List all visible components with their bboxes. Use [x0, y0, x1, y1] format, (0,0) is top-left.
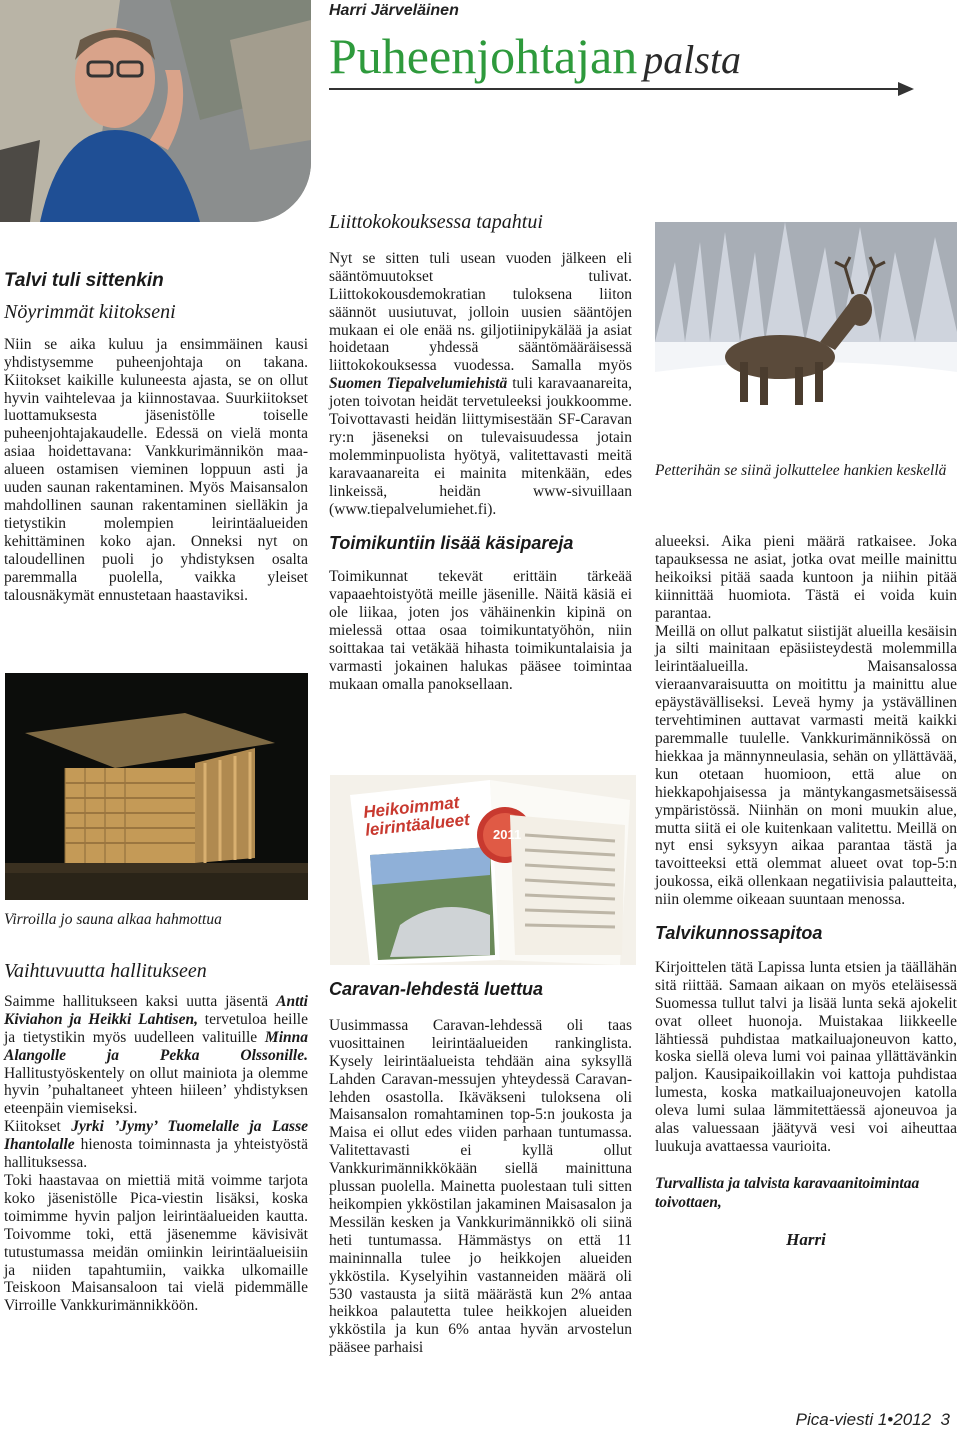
- column-2-bottom: [329, 981, 632, 1357]
- text: Saimme hallitukseen kaksi uutta jäsentä: [4, 992, 277, 1010]
- organisation-name: Suomen Tiepalvelumiehistä: [329, 375, 508, 393]
- paragraph-cleanliness: Meillä on ollut palkatut siistijät alueilla kesäisin ja silti mainitaan epäsiisteydestä molemmilla leirintäalueilla. Maisansalossa vieraanvaraisuutta on moitittu ja mainittu alue epäystävälliseksi. Leveä hymy ja ystävällinen tervehtiminen auttavat varmasti meitä kaikki paremmalle tuulelle. Vankkurimännikössä on hiekkaa ja männynneulasia, sehän on yllättävää, kun otetaan huomioon, että alue on hiekkapohjaisessa ja mäntykangasmetsäisessä ympäristössä. Niinhän on moni muukin alue, mutta siitä ei ole kuitenkaan valitettu. Meillä on nyt ensi syksyyn aikaa parantaa tästä ja tavoitteeksi että olemmat alueet ovat top-5:n joukossa, eikä ollenkaan negatiivisia palautteita, niin olemme oikeaan suuntaan menossa.: [655, 622, 957, 909]
- column-1-board: [4, 960, 308, 1315]
- paragraph-thanks: [4, 1118, 308, 1172]
- text: hienosta toiminnasta ja yhteistyöstä hallituksessa.: [4, 1136, 308, 1172]
- paragraph-toimikunnat: Toimikunnat tekevät erittäin tärkeää vapaaehtoistyötä meille jäsenille. Näitä käsiä ei ole liikaa, joten jos vähäinenkin kipinä on mielessä ottaa osaa toimikuntatyöhön, niin soittakaa tai vetäkää hihasta toimikuntalaisia ja varmasti jokainen halukas pääsee toimintaa mukaan omalla panoksellaan.: [329, 568, 632, 693]
- signature: Harri: [786, 1229, 826, 1249]
- page-title: [329, 26, 741, 90]
- title-sub: palsta: [643, 37, 742, 82]
- heading-vaihtuvuutta: Vaihtuvuutta hallitukseen: [4, 960, 207, 982]
- paragraph-ranking: alueeksi. Aika pieni määrä ratkaisee. Joka tapauksessa ne asiat, jotka ovat meille mainittu heikoiksi pitää saada kuntoon ja niihin pitää kiinnittää huomiota. Tästä ei voida kuin parantaa.: [655, 533, 957, 622]
- author-name: Harri Järveläinen: [329, 2, 459, 19]
- heading-talvikunnossapito: Talvikunnossapitoa: [655, 923, 823, 944]
- page-footer: [796, 1410, 950, 1430]
- text: Hallitustyöskentely on ollut mainiota ja olemme hyvin ’puhaltaneet yhteen hiileen’ yhdistyksen eteenpäin viemiseksi.: [4, 1064, 308, 1118]
- heading-talvi: Talvi tuli sittenkin: [4, 270, 164, 291]
- title-main: Puheenjohtajan: [329, 28, 638, 84]
- arrow-icon: [898, 82, 914, 96]
- sauna-caption: Virroilla jo sauna alkaa hahmottua: [4, 911, 222, 928]
- heading-toimikunnat: Toimikuntiin lisää käsipareja: [329, 532, 574, 553]
- heading-liittokokous: Liittokokouksessa tapahtui: [329, 211, 543, 233]
- magazine-headline: Heikoimmat leirintäalueet: [362, 792, 471, 840]
- magazine-photo: [330, 775, 636, 965]
- closing-line: Turvallista ja talvista karavaanitoimintaa toivottaen,: [655, 1174, 920, 1211]
- author-portrait-photo: [0, 0, 311, 222]
- issue-number: 1•2012: [877, 1410, 932, 1429]
- text: tervetuloa heille ja tietystikin myös uudelleen valituille: [4, 1010, 308, 1046]
- magazine-badge-year: 2011: [493, 827, 522, 842]
- sauna-construction-photo: [5, 673, 308, 900]
- heading-caravan-lehti: Caravan-lehdestä luettua: [329, 979, 544, 999]
- paragraph-members: Toki haastavaa on miettiä mitä voimme tarjota koko jäsenistölle Pica-viestin lisäksi, koska toimimme hyvin paljon leirintäalueiden kautta. Toivomme toki, että jäsenemme kävisivät tutustumassa meidän omiinkin leirintäalueisiin ja niiden tapahtumiin, vaikka ulkomaille Teiskoon Maisansaloon tai vielä pidemmälle Virroille Vankkurimännikköön.: [4, 1171, 308, 1315]
- column-1-intro: [4, 272, 308, 604]
- title-rule: [329, 88, 905, 90]
- paragraph-liittokokous: [329, 250, 632, 519]
- reindeer-caption: Petterihän se siinä jolkuttelee hankien keskellä: [655, 462, 947, 479]
- paragraph-intro: Niin se aika kuluu ja ensimmäinen kausi yhdistysemme puheenjohtaja on takana. Kiitokset kaikille kuluneesta ajasta, se on ollut hyvin vaihtelevaa ja kiinnostavaa. Suurkiitokset luottamuksesta jäsenistölle toiselle puheenjohtajakaudelle. Edessä on vielä monta asiaa hoidettavana: Vankkurimännikön maa-alueen ostamisen vieminen loppuun asti ja uuden saunan rakentaminen. Myös Maisansalon mahdollinen saunan rakentaminen sielläkin ja tietystikin molempien leirintäalueiden kehittäminen koko ajan. Onneksi nyt on taloudellinen puoli jo yhdistyksen osalta paremmalla puolella, vaikka yleiset talousnäkymät ennustetaan haastaviksi.: [4, 335, 308, 604]
- paragraph-caravan-lehti: Uusimmassa Caravan-lehdessä oli taas vuosittainen leirintäalueiden rankinglista. Kysely leirintäalueista tehdään aina syksyllä Lahden Caravan-messujen yhteydessä Caravan-lehden osastolla. Ikäväkseni tuloksena oli Maisansalon romahtaminen top-5:n joukosta ja Maisa ei ollut edes viiden parhaan tuntumassa. Valitettavasti ei kyllä ollut Vankkurimännikkökään siellä mainittuna plussan puolella. Mainetta puolestaan tuli sitten heikompien ykköstilan jakaminen Maisasalon ja Messilän kesken ja Vankkurimännikkö oli siinä heti tuntumassa. Hämmästys on että 11 maininnalla tulee jo heikkojen alueiden ykköstila. Kyselyihin vastanneiden määrä oli 530 vastausta ja siitä määrästä kun 2% antaa heikkoa palautetta tulee heikkojen alueiden ykköstila ja kun 6% antaa hyvän arvostelun pääsee parhaisi: [329, 1016, 632, 1357]
- text: tuli karavaanareita, joten toivotan heidät tervetuleeksi joukkoomme. Toivottavasti heidän liittymisestään SF-Caravan ry:n jäseneksi on tulevaisuudessa jotain molemminpuolista hyötyä, valitettavasti meitä karavaanareita ei mainita mitenkään, edes linkeissä, heidän www-sivuillaan (www.tiepalvelumiehet.fi).: [329, 375, 632, 518]
- text: Kiitokset: [4, 1118, 72, 1136]
- page-number: 3: [940, 1410, 950, 1429]
- publication-name: Pica-viesti: [795, 1410, 874, 1429]
- column-3-body: [655, 533, 957, 1249]
- thanked-names: Jyrki ’Jymy’ Tuomelalle ja Lasse Ihantolalle: [4, 1118, 308, 1154]
- paragraph-board: [4, 993, 308, 1118]
- reelected-names: Minna Alangolle ja Pekka Olssonille.: [4, 1028, 308, 1064]
- heading-kiitokset: Nöyrimmät kiitokseni: [4, 300, 176, 323]
- paragraph-talvikunnossapito: Kirjoittelen tätä Lapissa lunta etsien ja täällähän sitä riittää. Samaan aikaan on myös eteläisessä Suomessa tullut talvi ja lisää lunta sekä ajokelit ovat olleet huonoja. Muistakaa liikkeelle lähtiessä puhdistaa matkailuajoneuvon katto, koska siellä oleva lumi voi painaa yllättävänkin paljon. Kausipaikoillakin voi kattoja puhdistaa lumesta, koska matkailuajoneuvojen katolla oleva lumi sulaa lämmitettäessä ajoneuvoa ja alas valuessaan jäätyvä vesi voi aiheuttaa luukuja avattaessa vaurioita.: [655, 958, 957, 1155]
- reindeer-snow-photo: [655, 222, 957, 447]
- new-members-names: Antti Kiviahon ja Heikki Lahtisen,: [4, 992, 308, 1028]
- text: Nyt se sitten tuli usean vuoden jälkeen eli sääntömuutokset tulivat. Liittokokousdemokratian tuloksena liiton säännöt uusiutuvat, jolloin uusien sääntöjen mukaan ei ole enää ns. giljotiinipykälää ja asiat hoidetaan yhdessä sääntömääräisessä liittokokouksessa vuodessa. Samalla myös: [329, 249, 632, 375]
- column-2-top: [329, 211, 632, 694]
